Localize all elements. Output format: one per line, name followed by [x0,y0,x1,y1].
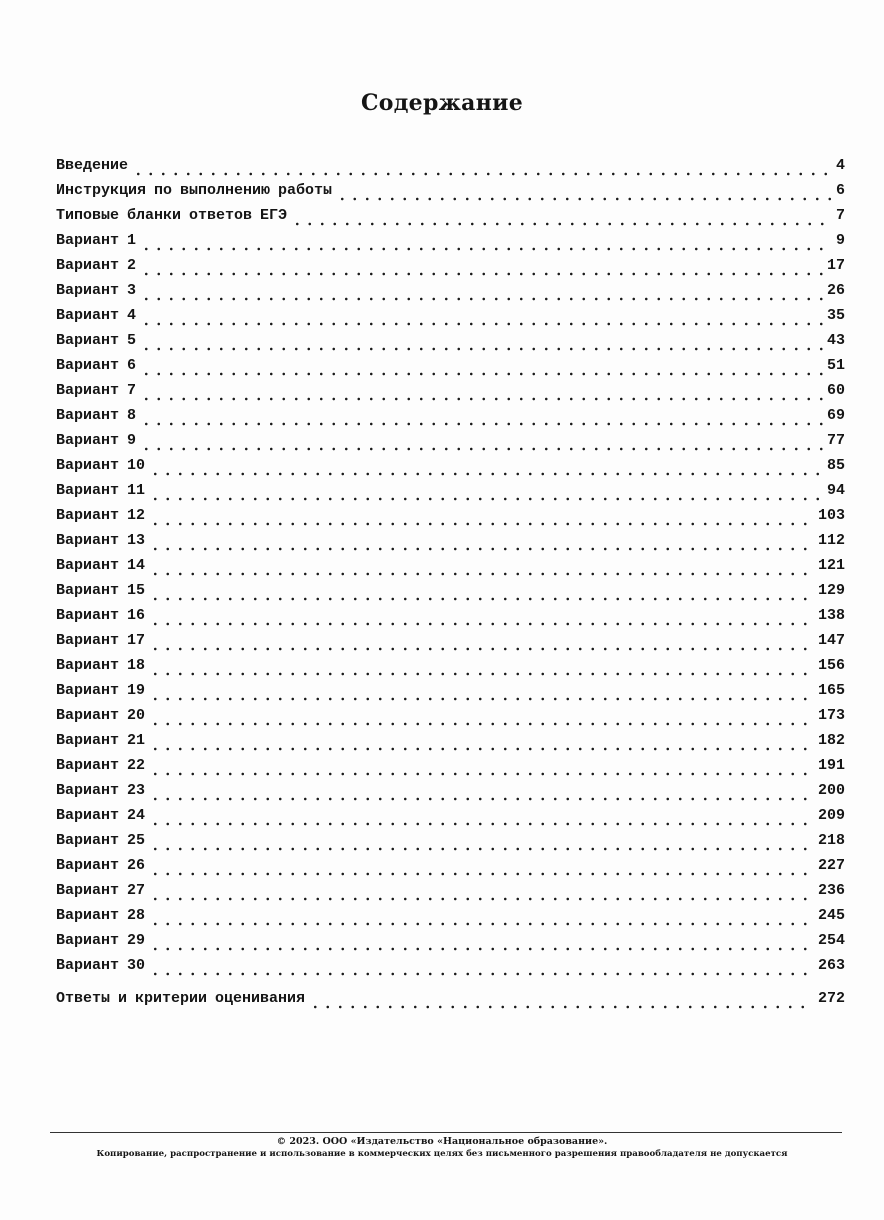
dot-leader [149,691,814,701]
dot-leader [140,291,823,301]
toc-entry [56,257,845,282]
toc-entry-page: 191 [817,757,845,774]
toc-entry [56,782,845,807]
toc-entry-label: Инструкция по выполнению работы [56,182,333,199]
dot-leader [149,591,814,601]
footer-divider [50,1132,842,1133]
toc-entry [56,432,845,457]
toc-entry-label: Вариант 5 [56,332,137,349]
toc-entry-label: Введение [56,157,129,174]
toc-entry-label: Вариант 23 [56,782,146,799]
toc-entry-page: 7 [835,207,845,224]
dot-leader [336,191,832,201]
toc-entry-label: Вариант 7 [56,382,137,399]
toc-entry-label: Вариант 19 [56,682,146,699]
dot-leader [149,966,814,976]
toc-entry-label: Вариант 11 [56,482,146,499]
page-title: Содержание [360,90,524,116]
dot-leader [140,416,823,426]
toc-entry-label: Вариант 27 [56,882,146,899]
toc-entry [56,232,845,257]
toc-entry-label: Вариант 2 [56,257,137,274]
toc-entry-page: 156 [817,657,845,674]
dot-leader [149,741,814,751]
dot-leader [149,466,823,476]
toc-entry [56,282,845,307]
toc-entry [56,532,845,557]
toc-entry [56,482,845,507]
toc-entry [56,857,845,882]
dot-leader [149,566,814,576]
toc-entry-page: 9 [835,232,845,249]
dot-leader [140,366,823,376]
toc-entry-page: 147 [817,632,845,649]
dot-leader [149,491,823,501]
toc-entry-page: 112 [817,532,845,549]
toc-entry-page: 209 [817,807,845,824]
toc-entry-page: 4 [835,157,845,174]
toc-entry [56,757,845,782]
toc-entry-label: Вариант 12 [56,507,146,524]
toc-entry-page: 200 [817,782,845,799]
toc-entry [56,682,845,707]
dot-leader [149,541,814,551]
toc-entry [56,157,845,182]
toc-entry-page: 138 [817,607,845,624]
toc-entry [56,207,845,232]
toc-entry [56,632,845,657]
dot-leader [149,641,814,651]
dot-leader [140,266,823,276]
toc-entry [56,807,845,832]
toc-entry-page: 245 [817,907,845,924]
toc-entry-label: Вариант 18 [56,657,146,674]
toc-entry-page: 182 [817,732,845,749]
toc-entry-label: Вариант 26 [56,857,146,874]
toc-entry-page: 60 [826,382,845,399]
toc-entry [56,657,845,682]
dot-leader [140,341,823,351]
toc-entry-page: 218 [817,832,845,849]
toc-entry-page: 129 [817,582,845,599]
toc-entry-page: 236 [817,882,845,899]
toc-entry-page: 17 [826,257,845,274]
toc-entry-label: Вариант 15 [56,582,146,599]
toc-entry [56,557,845,582]
toc-entry-label: Вариант 20 [56,707,146,724]
toc-entry-page: 254 [817,932,845,949]
toc-entry [56,707,845,732]
toc-entry-label: Вариант 1 [56,232,137,249]
footer-copyright: © 2023. ООО «Издательство «Национальное образование». [276,1136,608,1147]
toc-entry [56,507,845,532]
toc-entry [56,582,845,607]
toc-entry-label: Ответы и критерии оценивания [56,990,306,1007]
toc-entry [56,907,845,932]
toc-entry-page: 77 [826,432,845,449]
toc-entry-page: 165 [817,682,845,699]
toc-entry [56,182,845,207]
toc-entry [56,457,845,482]
toc-entry-page: 43 [826,332,845,349]
toc-entry-page: 94 [826,482,845,499]
dot-leader [149,816,814,826]
toc-entry [56,957,845,982]
toc-entry [56,307,845,332]
toc-entry-page: 6 [835,182,845,199]
toc-entry-label: Вариант 13 [56,532,146,549]
toc-entry-page: 51 [826,357,845,374]
dot-leader [140,391,823,401]
dot-leader [149,866,814,876]
toc-entry-label: Вариант 25 [56,832,146,849]
toc-entry-label: Вариант 22 [56,757,146,774]
toc-entry-label: Вариант 14 [56,557,146,574]
toc-entry-label: Вариант 28 [56,907,146,924]
footer-notice: Копирование, распространение и использование в коммерческих целях без письменного разрешения правообладателя не допускается [96,1149,788,1159]
toc-entry [56,832,845,857]
toc-entry-page: 263 [817,957,845,974]
dot-leader [149,941,814,951]
dot-leader [149,766,814,776]
toc-entry-label: Вариант 24 [56,807,146,824]
toc-entry-label: Вариант 16 [56,607,146,624]
toc-entry-page: 85 [826,457,845,474]
toc-entry [56,382,845,407]
dot-leader [149,841,814,851]
toc-entry [56,407,845,432]
toc-entry-label: Вариант 29 [56,932,146,949]
dot-leader [140,441,823,451]
dot-leader [149,716,814,726]
toc-entry-page: 26 [826,282,845,299]
toc-entry-label: Вариант 10 [56,457,146,474]
toc-entry-label: Вариант 21 [56,732,146,749]
dot-leader [149,791,814,801]
table-of-contents [56,157,845,1015]
dot-leader [149,516,814,526]
toc-entry [56,332,845,357]
dot-leader [309,999,814,1009]
toc-entry-page: 272 [817,990,845,1007]
toc-entry-page: 69 [826,407,845,424]
toc-entry-label: Вариант 9 [56,432,137,449]
toc-entry-label: Вариант 3 [56,282,137,299]
toc-entry [56,882,845,907]
dot-leader [291,216,832,226]
toc-entry-label: Вариант 6 [56,357,137,374]
toc-entry-label: Вариант 30 [56,957,146,974]
dot-leader [149,666,814,676]
toc-entry-label: Вариант 17 [56,632,146,649]
toc-entry-label: Вариант 4 [56,307,137,324]
toc-entry-page: 35 [826,307,845,324]
dot-leader [140,316,823,326]
toc-entry-answers [56,990,845,1015]
toc-entry-page: 227 [817,857,845,874]
toc-entry [56,607,845,632]
dot-leader [132,166,832,176]
dot-leader [149,916,814,926]
dot-leader [140,241,832,251]
toc-entry [56,932,845,957]
toc-entry-page: 173 [817,707,845,724]
toc-entry [56,732,845,757]
toc-entry [56,357,845,382]
toc-entry-page: 121 [817,557,845,574]
toc-entry-label: Типовые бланки ответов ЕГЭ [56,207,288,224]
dot-leader [149,616,814,626]
toc-entry-label: Вариант 8 [56,407,137,424]
toc-entry-page: 103 [817,507,845,524]
dot-leader [149,891,814,901]
